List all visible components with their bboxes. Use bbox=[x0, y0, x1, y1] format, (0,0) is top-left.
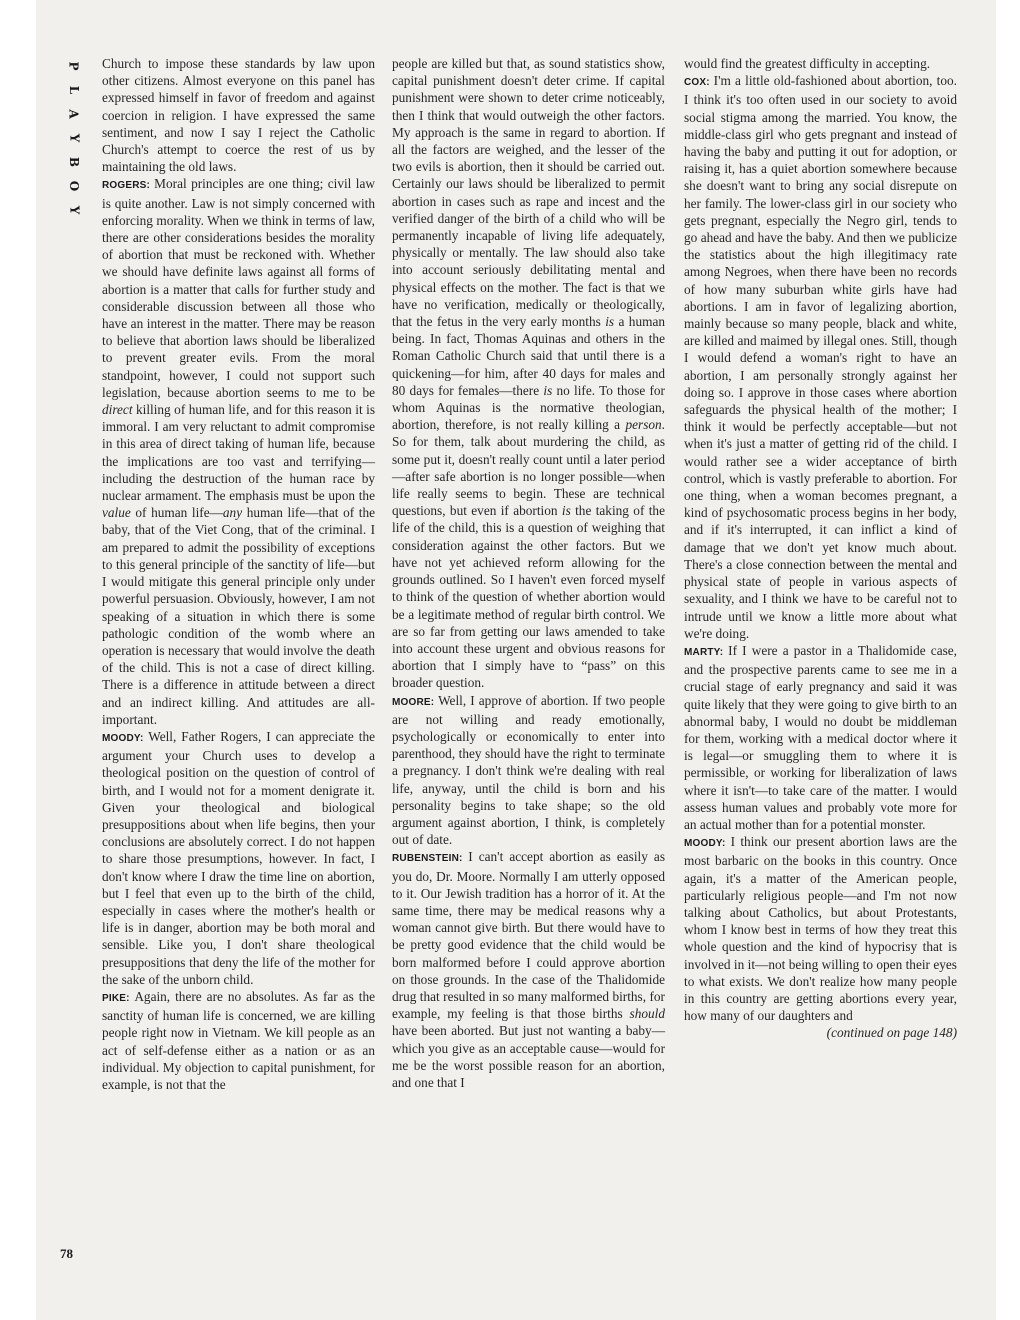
masthead-vertical bbox=[66, 54, 82, 222]
speaker-label: MOORE: bbox=[392, 696, 439, 708]
speaker-label: MARTY: bbox=[684, 646, 729, 658]
text-column-3 bbox=[684, 55, 957, 1042]
paragraph-text: If I were a pastor in a Thalidomide case, and the prospective parents came to see me in a crucial stage of early pregnancy and said it was quite likely that they were going to give birth to an abnormal baby, I would no doubt be middleman for them, working with a medical doctor where it is legal—or smuggling them to where it is permissible, or working for liberalization of laws where it isn't—to take care of the matter. I would assess human values and probably vote more for an actual mother than for a potential monster. bbox=[684, 642, 958, 832]
paragraph bbox=[102, 988, 375, 1093]
page-number: 78 bbox=[60, 1246, 73, 1261]
paragraph-text: I think our present abortion laws are the most barbaric on the books in this country. Once again, it's a matter of the American people, particularly religious people—and I'm not now talking about Catholics, but about Protestants, whom I know best in terms of how they treat this whole question and the kind of hypocrisy that is involved in it—not being willing to open their eyes to what exists. We don't realize how many people in this country are getting abortions every year, how many of our daughters and bbox=[684, 834, 957, 1024]
paragraph bbox=[684, 55, 957, 72]
speaker-label: PIKE: bbox=[102, 992, 135, 1004]
paragraph-text: would find the greatest difficulty in accepting. bbox=[684, 56, 931, 71]
speaker-label: RUBENSTEIN: bbox=[392, 853, 469, 865]
paragraph-text: Well, I approve of abortion. If two people are not willing and ready emotionally, psychologically or economically to enter into parenthood, they should have the right to terminate a pregnancy. I don't think we're dealing with real life, anyway, until the child is born and his personality begins to take shape; so the old argument against abortion, I think, is completely out of date. bbox=[392, 692, 665, 848]
masthead-letter: Y bbox=[66, 205, 81, 215]
continued-note: (continued on page 148) bbox=[826, 1025, 957, 1041]
speaker-label: COX: bbox=[684, 77, 714, 89]
paragraph bbox=[684, 72, 957, 642]
speaker-label: MOODY: bbox=[102, 732, 149, 744]
masthead-letter: L bbox=[67, 85, 81, 95]
text-column-1 bbox=[102, 55, 375, 1093]
paragraph-text: people are killed but that, as sound statistics show, capital punishment doesn't deter crime. If capital punishment were shown to deter crime noticeably, then I think that would outweigh the other factors. My approach is the same in regard to abortion. If all the factors are weighed, and the lesser of the two evils is abortion, then it should be carried out. Certainly our laws should be liberalized to permit abortion in cases such as rape and incest and the verified danger of the birth of a child who will be permanently incapable of living life adequately, physically or mentally. The law should also take into account seriously debilitating mental and physical effects on the mother. The fact is that we have no verification, medically or theologically, that the fetus in the very early months is a human being. In fact, Thomas Aquinas and others in the Roman Catholic Church said that until there is a quickening—for him, after 40 days for males and 80 days for females—there is no life. To those for whom Aquinas is the normative theologian, abortion, therefore, is not really killing a person. So for them, talk about murdering the child, as some put it, doesn't really count until a later period—after safe abortion is no longer possible—when life really seems to begin. These are technical questions, but even if abortion is the taking of the life of the child, this is a question of weighing that consideration against the other factors. But we have not yet achieved reform allowing for the grounds outlined. So I haven't even forced myself to think of the question of whether abortion would be a legitimate method of regular birth control. We are so far from getting our laws amended to take into account these urgent and obvious reasons for abortion that I simply have to “pass” on this broader question. bbox=[392, 56, 665, 691]
paragraph-text: I can't accept abortion as easily as you do, Dr. Moore. Normally I am utterly opposed to it. Our Jewish tradition has a horror of it. At the same time, there may be medical reasons why a woman cannot give birth. But there would have to be pretty good evidence that the child would be born malformed before I could approve abortion on those grounds. In the case of the Thalidomide drug that resulted in so many malformed births, for example, my feeling is that those births should have been aborted. But just not wanting a baby—which you give as an acceptable cause—would for me be the worst possible reason for an abortion, and one that I bbox=[392, 849, 665, 1090]
paragraph bbox=[392, 692, 665, 849]
paragraph-text: Again, there are no absolutes. As far as the sanctity of human life is concerned, we are killing people right now in Vietnam. We kill people as an act of self-defense either as a nation or as an individual. My objection to capital punishment, for example, is not that the bbox=[102, 988, 375, 1092]
speaker-label: MOODY: bbox=[684, 838, 731, 850]
masthead-letter: Y bbox=[66, 133, 81, 143]
masthead-letter: A bbox=[67, 109, 81, 119]
paragraph-text: Moral principles are one thing; civil law is quite another. Law is not simply concerned with enforcing morality. When we think in terms of law, there are other considerations besides the morality of abortion that must be reckoned with. Whether we should have definite laws against all forms of abortion is a matter that calls for further study and considerable discussion between all those who have an interest in the matter. There may be reason to believe that abortion laws should be liberalized to prevent greater evils. From the moral standpoint, however, I could not support such legislation, because abortion seems to me to be direct killing of human life, and for this reason it is immoral. I am very reluctant to admit compromise in this area of direct taking of human life, because the implications are too vast and terrifying—including the destruction of the human race by nuclear armament. The emphasis must be upon the value of human life—any human life—that of the baby, that of the Viet Cong, that of the criminal. I am prepared to admit the possibility of exceptions to this general principle of the sanctity of life—but I would mitigate this general principle only under powerful persuasion. Obviously, however, I am not speaking of a situation in which there is some pathologic condition of the womb where an operation is necessary that would involve the death of the child. This is not a case of direct killing. There is a difference in attitude between a direct and an indirect killing. And attitudes are all-important. bbox=[102, 176, 375, 727]
paragraph bbox=[392, 848, 665, 1091]
masthead-letter: P bbox=[67, 61, 81, 71]
paragraph bbox=[684, 833, 957, 1024]
paragraph bbox=[392, 55, 665, 692]
paragraph bbox=[102, 175, 375, 728]
paragraph bbox=[102, 55, 375, 175]
paragraph-text: Church to impose these standards by law upon other citizens. Almost everyone on this panel has expressed himself in favor of freedom and against coercion in religion. I have expressed the same sentiment, and now I say I reject the Catholic Church's attempt to coerce the rest of us by maintaining the old laws. bbox=[102, 56, 375, 175]
paragraph-text: Well, Father Rogers, I can appreciate the argument your Church uses to develop a theological position on the question of control of birth, and I would not for a moment denigrate it. Given your theological and biological presuppositions about when life begins, then your conclusions are absolutely correct. I do not happen to share those presumptions, however. In fact, I don't know where I draw the time line on abortion, but I feel that even up to the birth of the child, especially in cases where the mother's health or life is in danger, abortion may be both moral and sensible. Like you, I don't share theological presuppositions that deny the life of the mother for the sake of the unborn child. bbox=[102, 728, 375, 987]
speaker-label: ROGERS: bbox=[102, 180, 155, 192]
paragraph bbox=[102, 728, 375, 988]
masthead-letter: B bbox=[67, 156, 81, 168]
masthead-letter: O bbox=[66, 180, 81, 192]
text-column-2 bbox=[392, 55, 665, 1091]
paragraph bbox=[684, 642, 957, 833]
paragraph-text: I'm a little old-fashioned about abortion, too. I think it's too often used in our society to avoid social stigma among the married. You know, the middle-class girl who gets pregnant and instead of having the baby and putting it out for adoption, or raising it, has a quiet abortion somewhere because she doesn't want to bring any social disrepute on her family. The lower-class girl in our society who gets pregnant, especially the Negro girl, tends to go ahead and have the baby. And then we publicize the statistics about the high illegitimacy rate among Negroes, when there have been no records of how many suburban white girls have had abortions. I am in favor of legalizing abortion, mainly because so many people, black and white, are killed and maimed by illegal ones. Still, though I would defend a woman's right to have an abortion, I am personally strongly against her doing so. I approve in those cases where abortion safeguards the physical health of the mother; I think it would be perfectly acceptable—but not when it's just a matter of getting rid of the child. I would rather see a wider acceptance of birth control, which is vastly preferable to abortion. For one thing, when a woman becomes pregnant, a kind of psychosomatic process begins in her body, and if it's interrupted, it can inflict a kind of damage that we don't yet know much about. There's a close connection between the mental and physical state of people in various aspects of sexuality, and I think we have to be careful not to intrude until we know a little more about what we're doing. bbox=[684, 73, 957, 641]
